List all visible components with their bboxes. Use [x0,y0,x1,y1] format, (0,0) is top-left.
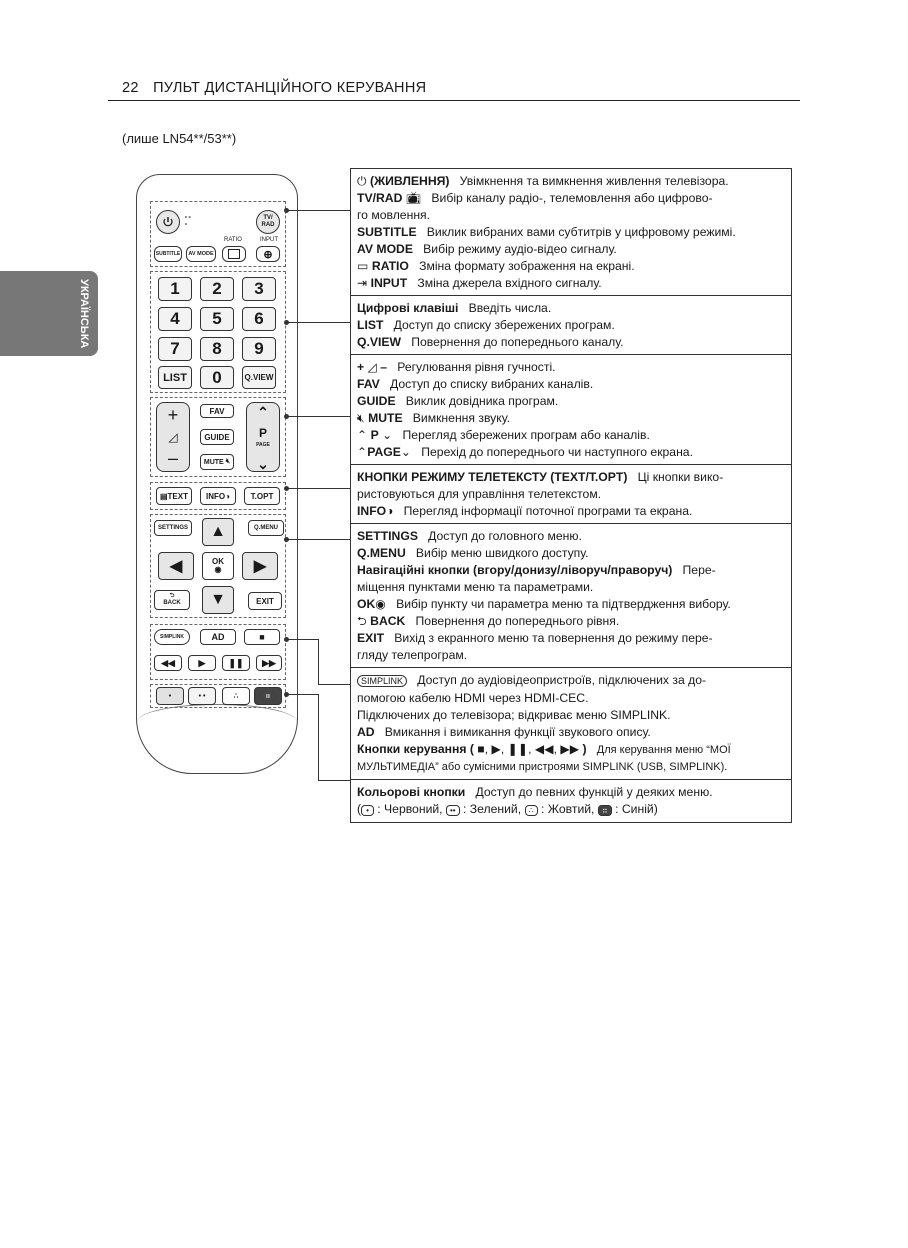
remote-illustration [136,174,298,776]
back-label: BACK [163,600,181,606]
chevron-up-icon: ⌃ [257,404,269,420]
exit-desc-cont: гляду телепрограм. [357,648,468,662]
teletext-desc: Ці кнопки вико- [637,470,724,484]
power-button [156,210,180,234]
info-icon: ◑ [225,491,230,501]
ratio-icon: ▭ [357,259,369,273]
play-icon: ▶ [491,742,501,756]
remote-bottom-curve [137,704,297,765]
nav-down-button [202,586,234,614]
callout-table [350,168,792,823]
connector-line-7a [288,694,318,695]
nav-left-button [158,552,194,580]
digit-1: 1 [158,277,192,301]
connector-line-6a [288,639,318,640]
qview-desc: Повернення до попереднього каналу. [411,335,624,349]
stop-icon: ■ [259,632,265,642]
ratio-term: RATIO [371,259,409,273]
simplink-desc-cont: помогою кабелю HDMI через HDMI-CEC. [357,691,589,705]
input-button: ⊕ [256,246,280,262]
input-label: INPUT [260,237,278,243]
ratio-desc: Зміна формату зображення на екрані. [419,259,635,273]
section-simplink: SIMPLINK Доступ до аудіовідеопристроїв, підключених за до- помогою кабелю HDMI через HDMI-CEC. Підключених до телевізора; відкриває меню SIMPLINK. AD Вмикання і вимикання функції звукового опису. Кнопки керування ( ■, ▶, ❚❚, ◀◀, ▶▶ ) Для керування меню “МОЇ МУЛЬТИМЕДІА” або сумісними пристроями SIMPLINK (USB, SIMPLINK). [351,667,791,779]
digit-0: 0 [200,366,234,389]
simplink-desc: Доступ до аудіовідеопристроїв, підключених за до- [417,673,707,687]
control-keys-desc: Для керування меню “МОЇ [596,744,731,756]
connector-line-5 [288,539,350,540]
text-icon: ▤ [159,491,168,501]
guide-desc: Виклик довідника програм. [405,394,559,408]
play-button [188,655,216,671]
avmode-button: AV MODE [186,246,216,262]
subtitle-term: SUBTITLE [357,225,417,239]
page-header [122,80,426,96]
volume-rocker [156,402,190,472]
ad-term: AD [357,725,375,739]
page-label: PAGE [256,441,270,448]
teletext-desc-cont: ристовуються для управління телетекстом. [357,487,602,501]
ok-term: OK [357,597,376,611]
qmenu-button: Q.MENU [248,520,284,536]
red-key-icon: • [361,805,374,816]
mute-icon: 🔇︎ [225,458,231,465]
volume-plus-icon: + [167,405,179,425]
header-rule [108,100,800,101]
blue-key-icon: ⠶ [265,693,271,700]
ratio-icon [228,249,240,259]
subtitle-button: SUBTITLE [154,246,182,262]
qmenu-desc: Вибір меню швидкого доступу. [415,546,589,560]
language-side-tab [0,271,98,356]
connector-line-7b [318,694,319,780]
fastforward-button [256,655,282,671]
stop-button [244,629,280,645]
settings-term: SETTINGS [357,529,418,543]
list-term: LIST [357,318,384,332]
yellow-key-icon: ∴ [233,693,239,700]
tvrad-desc-cont: го мовлення. [357,208,431,222]
blue-key-desc: : Синій) [615,802,658,816]
language-label: УКРАЇНСЬКА [78,278,90,349]
rewind-icon: ◀◀ [534,742,554,756]
volume-icon: ◿ [168,430,178,444]
digit-8: 8 [200,337,234,361]
avmode-desc: Вибір режиму аудіо-відео сигналу. [423,242,617,256]
blue-key-icon: ⠶ [598,805,612,816]
text-label: TEXT [167,491,188,501]
input-desc: Зміна джерела вхідного сигналу. [417,276,602,290]
settings-desc: Доступ до головного меню. [428,529,582,543]
tvrad-term: TV/RAD [357,191,403,205]
ad-button: AD [200,629,236,645]
mute-desc: Вимкнення звуку. [412,411,511,425]
power-term: (ЖИВЛЕННЯ) [370,174,450,188]
chevron-up-icon: ⌃ [357,445,368,459]
simplink-desc-cont2: Підключених до телевізора; відкриває меню SIMPLINK. [357,708,671,722]
control-keys-close: ) [582,742,587,756]
pause-icon: ❚❚ [228,657,244,668]
power-dots: ∘∘ ∘ [184,215,192,228]
ok-label: OK [212,557,224,566]
info-button [200,487,236,505]
green-key-desc: : Зелений, [462,802,522,816]
page-term: PAGE [367,445,401,459]
section-color-keys: Кольорові кнопки Доступ до певних функцій у деяких меню. ( • : Червоний, •• : Зелений, ∴ : Жовтий, ⠶ : Синій) [351,779,791,822]
model-note: (лише LN54**/53**) [122,131,237,146]
info-label: INFO [206,491,226,501]
mute-button [200,454,234,470]
volume-plus-term: + [357,360,365,374]
mute-term: MUTE [368,411,403,425]
ok-icon: ◉ [214,565,222,574]
rewind-button [154,655,182,671]
qview-button: Q.VIEW [242,366,276,389]
pause-button [222,655,250,671]
ok-button [202,552,234,580]
ok-desc: Вибір пункту чи параметра меню та підтвердження вибору. [396,597,731,611]
control-keys-term: Кнопки керування ( [357,742,474,756]
connector-line-3 [288,416,350,417]
connector-line-6b [318,639,319,684]
program-rocker [246,402,280,472]
play-icon: ▶ [198,657,206,668]
list-desc: Доступ до списку збережених програм. [393,318,615,332]
guide-term: GUIDE [357,394,396,408]
power-desc: Увімкнення та вимкнення живлення телевізора. [459,174,729,188]
digit-2: 2 [200,277,234,301]
back-desc: Повернення до попереднього рівня. [415,614,620,628]
connector-line-4 [288,488,350,489]
settings-button: SETTINGS [154,520,192,536]
fav-term: FAV [357,377,380,391]
ok-icon: ◉ [375,597,386,611]
section-power [351,169,791,295]
input-term: INPUT [370,276,408,290]
ad-desc: Вмикання і вимикання функції звукового опису. [384,725,651,739]
red-key-icon: • [168,692,172,700]
rewind-icon: ◀◀ [161,657,175,668]
nav-desc-cont: міщення пунктами меню та параметрами. [357,580,594,594]
simplink-logo: SIMPLINK [160,634,184,640]
nav-right-button [242,552,278,580]
power-icon [162,216,174,228]
exit-button: EXIT [248,592,282,610]
section-digits [351,295,791,354]
info-icon: ◑ [386,504,394,518]
green-key-icon: •• [446,805,460,816]
nav-term: Навігаційні кнопки (вгору/донизу/ліворуч/праворуч) [357,563,673,577]
ratio-label: RATIO [224,237,242,243]
teletext-term: КНОПКИ РЕЖИМУ ТЕЛЕТЕКСТУ (TEXT/T.OPT) [357,470,628,484]
chevron-down-icon: ⌄ [257,456,269,472]
connector-line-7c [318,780,350,781]
digit-4: 4 [158,307,192,331]
program-term: P [370,428,379,442]
exit-desc: Вихід з екранного меню та повернення до режиму пере- [394,631,713,645]
program-desc: Перегляд збережених програм або каналів. [402,428,650,442]
digit-3: 3 [242,277,276,301]
page-desc: Перехід до попереднього чи наступного екрана. [421,445,693,459]
yellow-key-icon: ∴ [525,805,538,816]
back-icon: ⮌ [169,593,175,599]
green-key-icon: • • [198,692,206,700]
color-keys-term: Кольорові кнопки [357,785,466,799]
arrow-up-icon: ▲ [210,523,226,540]
arrow-right-icon: ▶ [253,558,267,575]
digits-desc: Введіть числа. [468,301,552,315]
digit-5: 5 [200,307,234,331]
control-keys-desc-cont: МУЛЬТИМЕДІА” або сумісними пристроями SIMPLINK (USB, SIMPLINK). [357,761,728,773]
mute-icon: 🔇︎ [357,411,365,425]
back-term: BACK [370,614,406,628]
yellow-key-desc: : Жовтий, [540,802,595,816]
tvrad-button: TV/ RAD [256,210,280,234]
yellow-key [222,687,250,705]
volume-minus-term: – [380,360,388,374]
volume-minus-icon: – [167,448,178,468]
topt-button: T.OPT [244,487,280,505]
digits-term: Цифрові клавіші [357,301,459,315]
digit-6: 6 [242,307,276,331]
subtitle-desc: Виклик вибраних вами субтитрів у цифровому режимі. [426,225,736,239]
section-navigation [351,523,791,667]
green-key [188,687,216,705]
qview-term: Q.VIEW [357,335,402,349]
qmenu-term: Q.MENU [357,546,406,560]
fav-button: FAV [200,404,234,418]
chevron-down-icon: ⌄ [400,445,412,459]
program-label: P [258,425,267,440]
volume-icon: ◿ [367,360,377,374]
connector-line-2 [288,322,350,323]
volume-desc: Регулювання рівня гучності. [397,360,556,374]
fav-desc: Доступ до списку вибраних каналів. [389,377,594,391]
tvrad-icon: 📺︎ [405,191,422,205]
page-number: 22 [122,80,139,96]
nav-up-button [202,518,234,546]
section-teletext [351,464,791,523]
info-desc: Перегляд інформації поточної програми та екрана. [403,504,693,518]
arrow-down-icon: ▼ [210,591,226,608]
blue-key [254,687,282,705]
chevron-down-icon: ⌄ [382,428,393,442]
chevron-up-icon: ⌃ [357,428,368,442]
fastforward-icon: ▶▶ [560,742,580,756]
back-button [154,590,190,610]
digit-7: 7 [158,337,192,361]
nav-desc: Пере- [682,563,716,577]
tvrad-desc: Вибір каналу радіо-, телемовлення або цифрово- [431,191,713,205]
arrow-left-icon: ◀ [169,558,183,575]
stop-icon: ■ [477,742,485,756]
fastforward-icon: ▶▶ [262,657,276,668]
pause-icon: ❚❚ [507,742,529,756]
text-button [156,487,192,505]
connector-line-1 [288,210,350,211]
input-icon: ⇥ [357,276,368,290]
red-key [156,687,184,705]
connector-line-6c [318,684,350,685]
power-icon: ⏻ [357,174,367,188]
color-keys-desc: Доступ до певних функцій у деяких меню. [475,785,713,799]
list-button: LIST [158,366,192,389]
simplink-logo: SIMPLINK [357,675,407,687]
red-key-desc: : Червоний, [377,802,443,816]
back-icon: ⮌ [357,614,367,628]
page-title: ПУЛЬТ ДИСТАНЦІЙНОГО КЕРУВАННЯ [153,80,427,96]
mute-label: MUTE [203,458,224,466]
digit-9: 9 [242,337,276,361]
section-volume [351,354,791,464]
avmode-term: AV MODE [357,242,413,256]
info-term: INFO [357,504,387,518]
exit-term: EXIT [357,631,385,645]
ratio-button [222,246,246,262]
simplink-button [154,629,190,645]
guide-button: GUIDE [200,429,234,445]
